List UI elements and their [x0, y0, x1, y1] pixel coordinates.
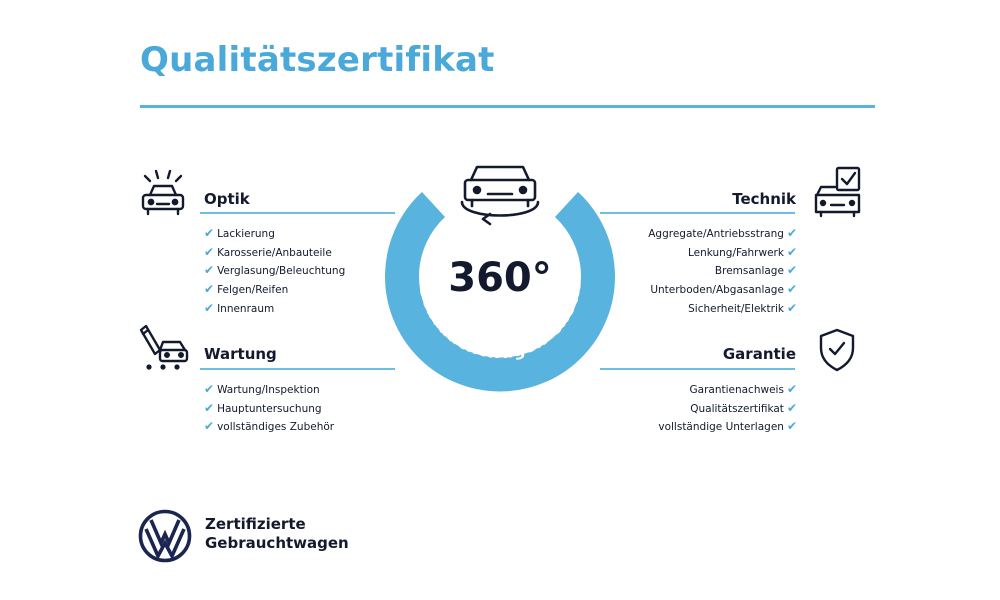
check-360-badge	[380, 150, 620, 400]
check-icon: ✔	[204, 282, 215, 297]
list-item: ✔ Innenraum	[204, 300, 275, 315]
check-icon: ✔	[786, 382, 797, 396]
checklist-wartung	[204, 380, 334, 436]
section-title-optik: Optik	[204, 190, 250, 208]
list-item: Qualitätszertifikat ✔	[690, 400, 797, 415]
list-item: Aggregate/Antriebsstrang ✔	[648, 226, 797, 240]
check-icon: ✔	[786, 226, 797, 240]
vw-logo	[138, 509, 192, 563]
section-divider-garantie	[600, 368, 795, 370]
list-item: ✔ Felgen/Reifen	[204, 282, 289, 297]
section-title-wartung: Wartung	[204, 345, 277, 363]
check-icon: ✔	[204, 419, 215, 434]
check-icon: ✔	[786, 419, 797, 434]
list-item: ✔ Verglasung/Beleuchtung	[204, 263, 346, 278]
checklist-garantie	[658, 380, 797, 436]
checklist-optik	[204, 224, 345, 317]
list-item: ✔ vollständiges Zubehör	[204, 419, 335, 434]
list-item: Bremsanlage ✔	[714, 263, 797, 278]
list-item: ✔ Hauptuntersuchung	[204, 400, 322, 415]
list-item: ✔ Wartung/Inspektion	[204, 382, 320, 396]
brand-line-1: Zertifizierte	[205, 515, 306, 533]
check-icon: ✔	[204, 300, 215, 315]
brand-label	[205, 515, 349, 553]
section-title-garantie: Garantie	[722, 345, 796, 363]
car-checklist-icon	[812, 166, 864, 218]
check-icon: ✔	[786, 300, 797, 315]
check-icon: ✔	[204, 400, 215, 415]
car-lights-icon	[138, 168, 188, 218]
check-icon: ✔	[204, 244, 215, 259]
badge-arc-text: Gebrauchtwagen-Check	[414, 282, 586, 364]
check-icon: ✔	[786, 244, 797, 259]
list-item: Garantienachweis ✔	[689, 382, 797, 396]
check-icon: ✔	[786, 263, 797, 278]
check-icon: ✔	[786, 400, 797, 415]
car-360-icon	[462, 167, 538, 224]
badge-360-label: 360°	[448, 255, 552, 301]
list-item: Sicherheit/Elektrik ✔	[688, 300, 797, 315]
list-item: ✔ Lackierung	[204, 226, 275, 240]
check-icon: ✔	[204, 263, 215, 278]
page-title: Qualitätszertifikat	[140, 40, 495, 80]
list-item: Unterboden/Abgasanlage ✔	[650, 282, 797, 297]
car-tools-icon	[138, 324, 190, 372]
checklist-technik	[648, 224, 797, 317]
section-title-technik: Technik	[732, 190, 796, 208]
shield-check-icon	[818, 328, 856, 372]
section-divider-wartung	[200, 368, 395, 370]
check-icon: ✔	[204, 226, 215, 240]
check-icon: ✔	[204, 382, 215, 396]
list-item: vollständige Unterlagen ✔	[658, 419, 797, 434]
section-divider-optik	[200, 212, 395, 214]
brand-line-2: Gebrauchtwagen	[205, 534, 349, 552]
check-icon: ✔	[786, 282, 797, 297]
title-divider	[140, 105, 875, 108]
section-divider-technik	[600, 212, 795, 214]
list-item: Lenkung/Fahrwerk ✔	[687, 244, 797, 259]
list-item: ✔ Karosserie/Anbauteile	[204, 244, 332, 259]
